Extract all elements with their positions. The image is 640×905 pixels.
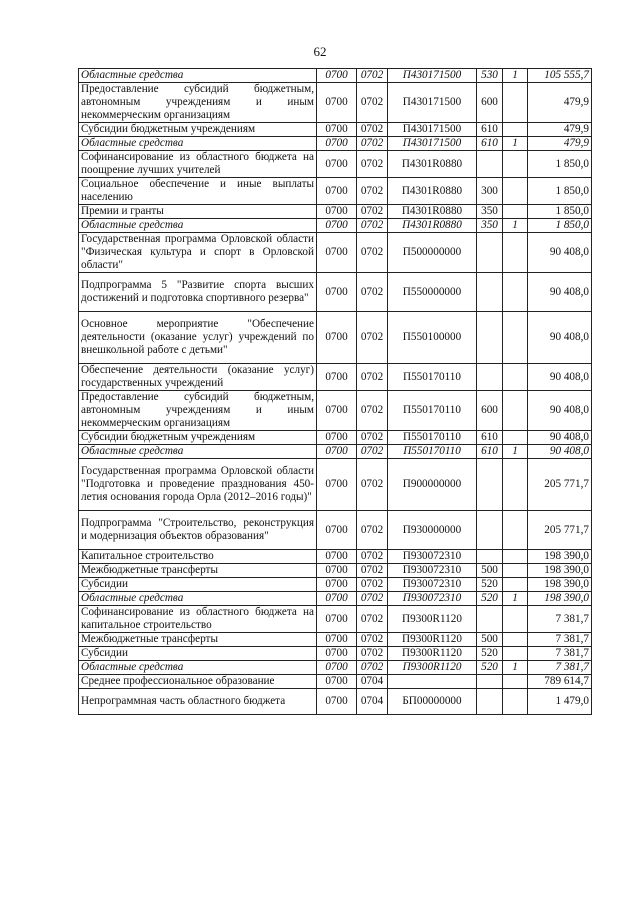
subsection-code-cell: 0702 (357, 592, 388, 606)
row-name-cell: Капитальное строительство (79, 550, 317, 564)
section-code-cell: 0700 (317, 137, 357, 151)
funding-source-cell (503, 391, 528, 431)
subsection-code-cell: 0702 (357, 661, 388, 675)
target-article-cell: П4301R0880 (388, 151, 477, 178)
funding-source-cell (503, 675, 528, 689)
amount-cell: 7 381,7 (528, 633, 592, 647)
section-code-cell: 0700 (317, 511, 357, 550)
funding-source-cell (503, 431, 528, 445)
target-article-cell: П430171500 (388, 123, 477, 137)
amount-cell: 90 408,0 (528, 445, 592, 459)
funding-source-cell (503, 689, 528, 715)
expense-type-cell (477, 233, 503, 273)
expense-type-cell: 520 (477, 592, 503, 606)
amount-cell: 90 408,0 (528, 312, 592, 364)
table-row (79, 578, 592, 592)
section-code-cell: 0700 (317, 564, 357, 578)
target-article-cell: П930072310 (388, 550, 477, 564)
expense-type-cell (477, 273, 503, 312)
section-code-cell: 0700 (317, 233, 357, 273)
amount-cell: 479,9 (528, 83, 592, 123)
expense-type-cell: 610 (477, 431, 503, 445)
row-name-cell: Предоставление субсидий бюджетным, автономным учреждениям и иным некоммерческим организациям (79, 83, 317, 123)
subsection-code-cell: 0704 (357, 689, 388, 715)
table-row (79, 675, 592, 689)
section-code-cell: 0700 (317, 205, 357, 219)
section-code-cell: 0700 (317, 151, 357, 178)
table-row (79, 647, 592, 661)
section-code-cell: 0700 (317, 83, 357, 123)
section-code-cell: 0700 (317, 391, 357, 431)
expense-type-cell: 610 (477, 137, 503, 151)
expense-type-cell: 500 (477, 633, 503, 647)
expense-type-cell (477, 312, 503, 364)
target-article-cell (388, 675, 477, 689)
funding-source-cell (503, 564, 528, 578)
subsection-code-cell: 0702 (357, 511, 388, 550)
table-row (79, 205, 592, 219)
expense-type-cell: 530 (477, 69, 503, 83)
section-code-cell: 0700 (317, 647, 357, 661)
section-code-cell: 0700 (317, 592, 357, 606)
target-article-cell: П930072310 (388, 578, 477, 592)
table-row (79, 592, 592, 606)
target-article-cell: П930000000 (388, 511, 477, 550)
target-article-cell: П550000000 (388, 273, 477, 312)
section-code-cell: 0700 (317, 431, 357, 445)
subsection-code-cell: 0702 (357, 69, 388, 83)
expense-type-cell (477, 675, 503, 689)
funding-source-cell (503, 83, 528, 123)
expense-type-cell: 520 (477, 661, 503, 675)
row-name-cell: Социальное обеспечение и иные выплаты населению (79, 178, 317, 205)
table-row (79, 606, 592, 633)
subsection-code-cell: 0702 (357, 564, 388, 578)
subsection-code-cell: 0702 (357, 137, 388, 151)
row-name-cell: Областные средства (79, 592, 317, 606)
table-row (79, 431, 592, 445)
amount-cell: 7 381,7 (528, 647, 592, 661)
subsection-code-cell: 0702 (357, 233, 388, 273)
target-article-cell: П4301R0880 (388, 219, 477, 233)
table-row (79, 445, 592, 459)
expense-type-cell (477, 459, 503, 511)
amount-cell: 198 390,0 (528, 564, 592, 578)
row-name-cell: Государственная программа Орловской области "Подготовка и проведение празднования 450-летия основания города Орла (2012–2016 годы)" (79, 459, 317, 511)
funding-source-cell (503, 578, 528, 592)
subsection-code-cell: 0702 (357, 550, 388, 564)
row-name-cell: Областные средства (79, 137, 317, 151)
expense-type-cell (477, 151, 503, 178)
expense-type-cell (477, 550, 503, 564)
amount-cell: 205 771,7 (528, 459, 592, 511)
row-name-cell: Среднее профессиональное образование (79, 675, 317, 689)
row-name-cell: Субсидии (79, 578, 317, 592)
funding-source-cell (503, 312, 528, 364)
table-row (79, 564, 592, 578)
expense-type-cell: 600 (477, 391, 503, 431)
section-code-cell: 0700 (317, 69, 357, 83)
funding-source-cell: 1 (503, 445, 528, 459)
subsection-code-cell: 0702 (357, 151, 388, 178)
amount-cell: 1 850,0 (528, 151, 592, 178)
subsection-code-cell: 0702 (357, 431, 388, 445)
funding-source-cell (503, 550, 528, 564)
target-article-cell: П9300R1120 (388, 633, 477, 647)
row-name-cell: Подпрограмма 5 "Развитие спорта высших достижений и подготовка спортивного резерва" (79, 273, 317, 312)
row-name-cell: Субсидии бюджетным учреждениям (79, 431, 317, 445)
subsection-code-cell: 0702 (357, 445, 388, 459)
target-article-cell: П430171500 (388, 69, 477, 83)
table-row (79, 219, 592, 233)
subsection-code-cell: 0702 (357, 633, 388, 647)
amount-cell: 479,9 (528, 137, 592, 151)
row-name-cell: Софинансирование из областного бюджета на капитальное строительство (79, 606, 317, 633)
amount-cell: 7 381,7 (528, 661, 592, 675)
section-code-cell: 0700 (317, 661, 357, 675)
table-row (79, 633, 592, 647)
amount-cell: 7 381,7 (528, 606, 592, 633)
target-article-cell: П930072310 (388, 564, 477, 578)
table-row (79, 69, 592, 83)
row-name-cell: Областные средства (79, 661, 317, 675)
budget-table (78, 68, 592, 715)
funding-source-cell (503, 178, 528, 205)
row-name-cell: Областные средства (79, 445, 317, 459)
funding-source-cell: 1 (503, 219, 528, 233)
target-article-cell: П4301R0880 (388, 178, 477, 205)
row-name-cell: Софинансирование из областного бюджета на поощрение лучших учителей (79, 151, 317, 178)
row-name-cell: Областные средства (79, 219, 317, 233)
amount-cell: 1 850,0 (528, 178, 592, 205)
section-code-cell: 0700 (317, 445, 357, 459)
section-code-cell: 0700 (317, 364, 357, 391)
table-row (79, 661, 592, 675)
row-name-cell: Субсидии бюджетным учреждениям (79, 123, 317, 137)
expense-type-cell: 610 (477, 445, 503, 459)
expense-type-cell: 300 (477, 178, 503, 205)
funding-source-cell (503, 364, 528, 391)
expense-type-cell: 600 (477, 83, 503, 123)
funding-source-cell (503, 151, 528, 178)
expense-type-cell: 350 (477, 205, 503, 219)
amount-cell: 90 408,0 (528, 364, 592, 391)
amount-cell: 198 390,0 (528, 578, 592, 592)
target-article-cell: П550170110 (388, 364, 477, 391)
target-article-cell: БП00000000 (388, 689, 477, 715)
funding-source-cell (503, 511, 528, 550)
expense-type-cell (477, 364, 503, 391)
target-article-cell: П550170110 (388, 445, 477, 459)
funding-source-cell (503, 633, 528, 647)
row-name-cell: Субсидии (79, 647, 317, 661)
subsection-code-cell: 0702 (357, 219, 388, 233)
amount-cell: 1 479,0 (528, 689, 592, 715)
table-row (79, 273, 592, 312)
row-name-cell: Предоставление субсидий бюджетным, автономным учреждениям и иным некоммерческим организациям (79, 391, 317, 431)
table-row (79, 391, 592, 431)
table-row (79, 511, 592, 550)
row-name-cell: Межбюджетные трансферты (79, 564, 317, 578)
budget-table-body (79, 69, 592, 715)
amount-cell: 1 850,0 (528, 219, 592, 233)
subsection-code-cell: 0702 (357, 606, 388, 633)
subsection-code-cell: 0702 (357, 364, 388, 391)
table-row (79, 459, 592, 511)
section-code-cell: 0700 (317, 550, 357, 564)
expense-type-cell: 350 (477, 219, 503, 233)
page-number: 62 (313, 44, 327, 59)
target-article-cell: П9300R1120 (388, 647, 477, 661)
table-row (79, 312, 592, 364)
target-article-cell: П430171500 (388, 83, 477, 123)
expense-type-cell (477, 606, 503, 633)
target-article-cell: П550170110 (388, 391, 477, 431)
subsection-code-cell: 0702 (357, 391, 388, 431)
section-code-cell: 0700 (317, 689, 357, 715)
row-name-cell: Областные средства (79, 69, 317, 83)
section-code-cell: 0700 (317, 606, 357, 633)
expense-type-cell: 500 (477, 564, 503, 578)
section-code-cell: 0700 (317, 633, 357, 647)
target-article-cell: П900000000 (388, 459, 477, 511)
subsection-code-cell: 0702 (357, 83, 388, 123)
row-name-cell: Обеспечение деятельности (оказание услуг) государственных учреждений (79, 364, 317, 391)
amount-cell: 90 408,0 (528, 431, 592, 445)
row-name-cell: Непрограммная часть областного бюджета (79, 689, 317, 715)
table-row (79, 364, 592, 391)
table-row (79, 83, 592, 123)
funding-source-cell (503, 647, 528, 661)
funding-source-cell (503, 459, 528, 511)
subsection-code-cell: 0702 (357, 123, 388, 137)
section-code-cell: 0700 (317, 578, 357, 592)
section-code-cell: 0700 (317, 219, 357, 233)
funding-source-cell (503, 123, 528, 137)
amount-cell: 198 390,0 (528, 550, 592, 564)
target-article-cell: П430171500 (388, 137, 477, 151)
table-row (79, 151, 592, 178)
table-row (79, 233, 592, 273)
target-article-cell: П930072310 (388, 592, 477, 606)
target-article-cell: П4301R0880 (388, 205, 477, 219)
amount-cell: 90 408,0 (528, 391, 592, 431)
subsection-code-cell: 0704 (357, 675, 388, 689)
funding-source-cell: 1 (503, 137, 528, 151)
amount-cell: 789 614,7 (528, 675, 592, 689)
funding-source-cell (503, 273, 528, 312)
row-name-cell: Подпрограмма "Строительство, реконструкция и модернизация объектов образования" (79, 511, 317, 550)
table-row (79, 550, 592, 564)
target-article-cell: П550100000 (388, 312, 477, 364)
funding-source-cell: 1 (503, 661, 528, 675)
table-row (79, 123, 592, 137)
amount-cell: 90 408,0 (528, 233, 592, 273)
target-article-cell: П9300R1120 (388, 661, 477, 675)
subsection-code-cell: 0702 (357, 312, 388, 364)
expense-type-cell: 520 (477, 647, 503, 661)
section-code-cell: 0700 (317, 273, 357, 312)
row-name-cell: Государственная программа Орловской области "Физическая культура и спорт в Орловской области" (79, 233, 317, 273)
funding-source-cell (503, 233, 528, 273)
table-row (79, 178, 592, 205)
funding-source-cell: 1 (503, 69, 528, 83)
target-article-cell: П9300R1120 (388, 606, 477, 633)
funding-source-cell (503, 606, 528, 633)
target-article-cell: П550170110 (388, 431, 477, 445)
subsection-code-cell: 0702 (357, 273, 388, 312)
section-code-cell: 0700 (317, 312, 357, 364)
amount-cell: 205 771,7 (528, 511, 592, 550)
amount-cell: 198 390,0 (528, 592, 592, 606)
subsection-code-cell: 0702 (357, 578, 388, 592)
table-row (79, 137, 592, 151)
target-article-cell: П500000000 (388, 233, 477, 273)
section-code-cell: 0700 (317, 123, 357, 137)
section-code-cell: 0700 (317, 675, 357, 689)
table-row (79, 689, 592, 715)
amount-cell: 479,9 (528, 123, 592, 137)
amount-cell: 1 850,0 (528, 205, 592, 219)
amount-cell: 105 555,7 (528, 69, 592, 83)
subsection-code-cell: 0702 (357, 647, 388, 661)
expense-type-cell: 520 (477, 578, 503, 592)
expense-type-cell: 610 (477, 123, 503, 137)
subsection-code-cell: 0702 (357, 205, 388, 219)
row-name-cell: Основное мероприятие "Обеспечение деятельности (оказание услуг) учреждений по внешкольной работе с детьми" (79, 312, 317, 364)
subsection-code-cell: 0702 (357, 178, 388, 205)
section-code-cell: 0700 (317, 178, 357, 205)
subsection-code-cell: 0702 (357, 459, 388, 511)
row-name-cell: Премии и гранты (79, 205, 317, 219)
row-name-cell: Межбюджетные трансферты (79, 633, 317, 647)
funding-source-cell: 1 (503, 592, 528, 606)
expense-type-cell (477, 511, 503, 550)
expense-type-cell (477, 689, 503, 715)
amount-cell: 90 408,0 (528, 273, 592, 312)
funding-source-cell (503, 205, 528, 219)
section-code-cell: 0700 (317, 459, 357, 511)
